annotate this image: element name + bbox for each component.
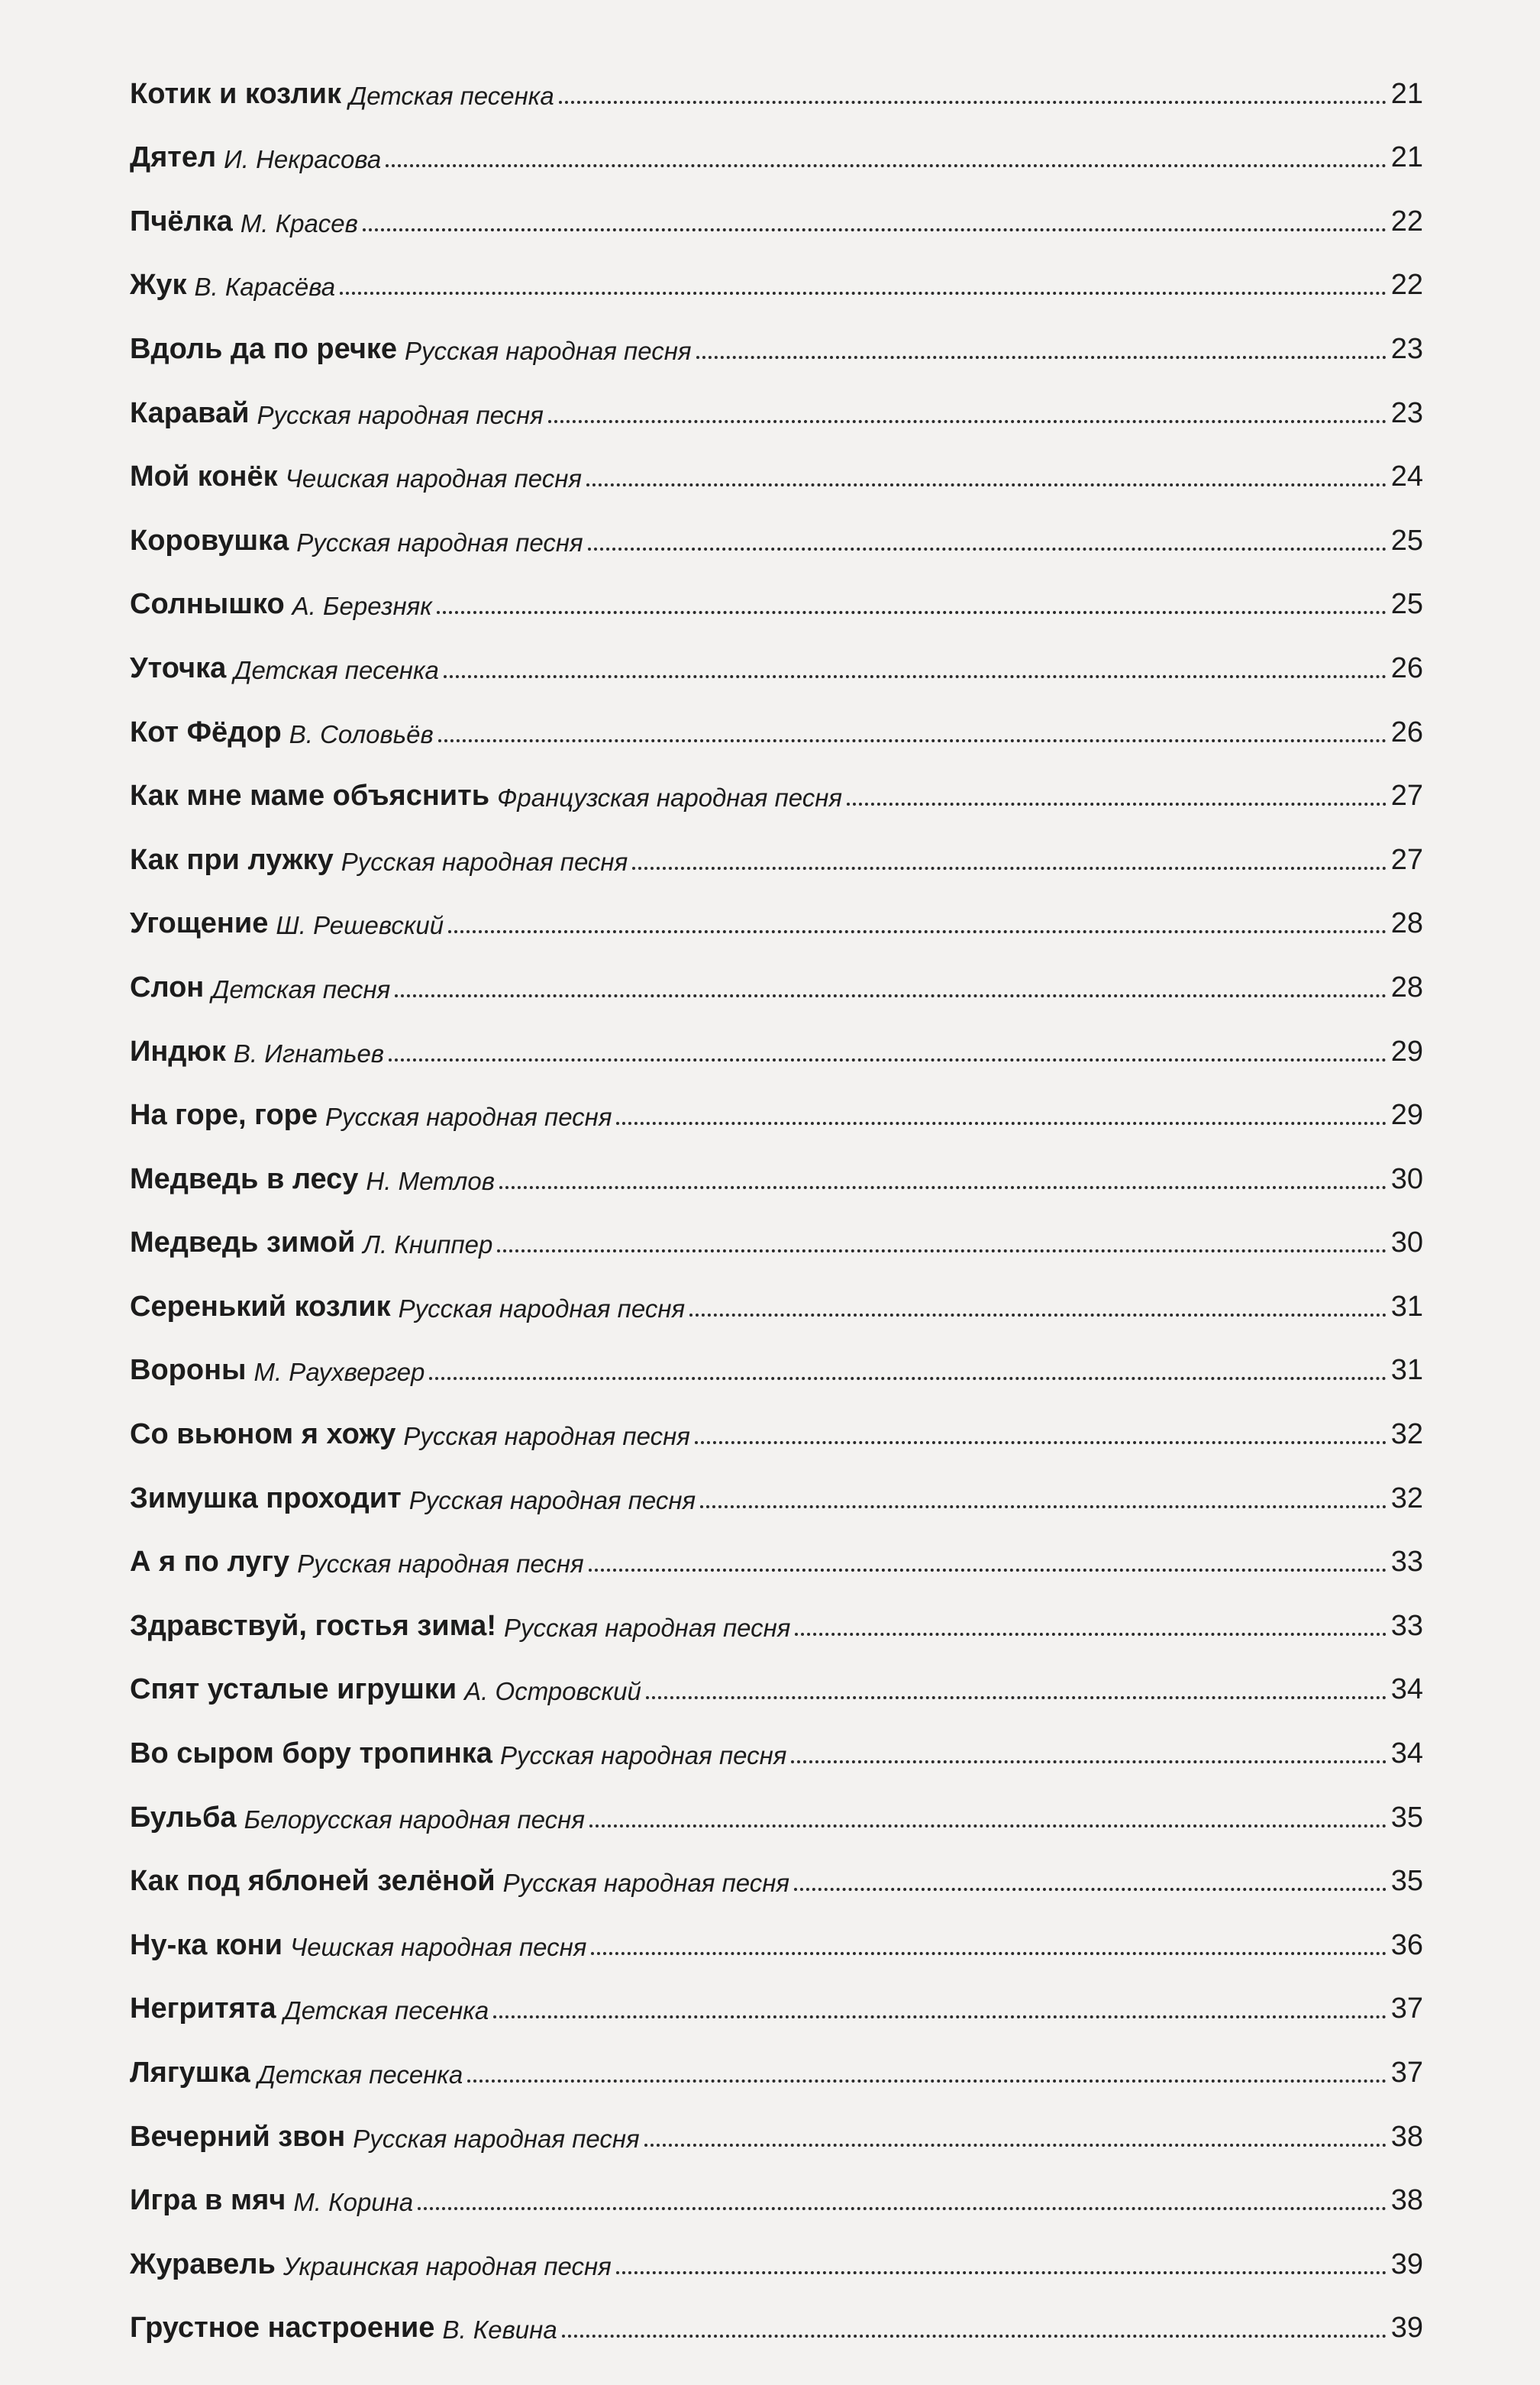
dot-leader — [589, 1569, 1387, 1572]
song-title: Слон — [130, 971, 205, 1003]
page-number: 38 — [1390, 2120, 1423, 2153]
song-author: Детская песенка — [283, 1996, 489, 2025]
page-number: 26 — [1390, 651, 1423, 684]
page-number: 34 — [1390, 1673, 1423, 1706]
dot-leader — [386, 164, 1386, 167]
song-author: Детская песенка — [257, 2060, 463, 2089]
dot-leader — [632, 867, 1386, 870]
song-title: Зимушка проходит — [130, 1482, 402, 1514]
song-title: Вдоль да по речке — [130, 332, 398, 365]
dot-leader — [689, 1314, 1387, 1317]
dot-leader — [418, 2207, 1387, 2210]
toc-entry — [130, 2151, 1423, 2215]
song-author: Ш. Решевский — [276, 911, 444, 940]
dot-leader — [589, 1824, 1387, 1828]
toc-entry — [130, 1704, 1423, 1768]
dot-leader — [499, 1186, 1387, 1189]
song-author: В. Соловьёв — [289, 719, 434, 748]
toc-entry — [130, 747, 1423, 811]
toc-entry — [130, 1385, 1423, 1449]
toc-entry — [130, 2279, 1423, 2343]
toc-entry — [130, 1449, 1423, 1513]
song-author: Русская народная песня — [405, 336, 692, 365]
dot-leader — [497, 1249, 1386, 1252]
song-author: Детская песенка — [234, 655, 439, 684]
song-author: Русская народная песня — [502, 1869, 790, 1898]
page-number: 27 — [1390, 780, 1423, 813]
song-title: Грустное настроение — [130, 2312, 435, 2345]
song-title: Спят усталые игрушки — [130, 1673, 457, 1706]
page-number: 39 — [1390, 2312, 1423, 2345]
dot-leader — [429, 1377, 1386, 1380]
song-author: Русская народная песня — [403, 1422, 690, 1451]
song-author: Русская народная песня — [503, 1613, 791, 1642]
song-title: Вечерний звон — [130, 2120, 346, 2153]
song-title: Уточка — [130, 651, 227, 684]
toc-entry — [130, 555, 1423, 619]
page-number: 22 — [1390, 205, 1423, 238]
dot-leader — [791, 1760, 1386, 1763]
toc-entry — [130, 1002, 1423, 1066]
dot-leader — [586, 483, 1387, 486]
page-number: 23 — [1390, 332, 1423, 365]
song-title: Игра в мяч — [130, 2184, 286, 2217]
song-title: Индюк — [130, 1035, 226, 1068]
page-number: 32 — [1390, 1482, 1423, 1514]
toc-entry — [130, 2215, 1423, 2279]
page-number: 30 — [1390, 1162, 1423, 1195]
song-title: Жук — [130, 269, 187, 302]
toc-entry — [130, 364, 1423, 428]
page-number: 22 — [1390, 269, 1423, 302]
song-author: Детская песенка — [349, 81, 554, 110]
page-number: 37 — [1390, 1992, 1423, 2025]
toc-entry — [130, 1640, 1423, 1705]
song-title: Котик и козлик — [130, 77, 342, 110]
song-author: Французская народная песня — [497, 784, 843, 813]
page-number: 21 — [1390, 141, 1423, 174]
page-number: 32 — [1390, 1418, 1423, 1451]
song-author: Русская народная песня — [297, 1550, 584, 1579]
dot-leader — [448, 930, 1387, 933]
page-number: 33 — [1390, 1546, 1423, 1579]
dot-leader — [437, 611, 1387, 614]
toc-entry — [130, 938, 1423, 1002]
song-author: М. Корина — [293, 2188, 414, 2217]
song-title: Каравай — [130, 396, 250, 429]
dot-leader — [847, 803, 1387, 806]
dot-leader — [493, 2015, 1387, 2018]
toc-entry — [130, 491, 1423, 555]
page-number: 26 — [1390, 716, 1423, 748]
page-number: 34 — [1390, 1737, 1423, 1770]
song-author: Чешская народная песня — [285, 464, 583, 493]
page-number: 38 — [1390, 2184, 1423, 2217]
dot-leader — [696, 356, 1387, 359]
toc-entry — [130, 1066, 1423, 1130]
song-title: Пчёлка — [130, 205, 233, 238]
song-author: Русская народная песня — [499, 1741, 787, 1770]
toc-entry — [130, 2023, 1423, 2087]
toc-entry — [130, 1960, 1423, 2024]
song-title: Журавель — [130, 2248, 276, 2280]
song-author: Украинская народная песня — [282, 2251, 612, 2280]
toc-entry — [130, 1768, 1423, 1832]
dot-leader — [444, 675, 1387, 678]
song-title: Здравствуй, гостья зима! — [130, 1609, 496, 1642]
song-author: Белорусская народная песня — [244, 1805, 585, 1834]
page-number: 27 — [1390, 843, 1423, 876]
song-author: Русская народная песня — [296, 528, 583, 557]
dot-leader — [794, 1888, 1387, 1891]
dot-leader — [389, 1058, 1387, 1062]
song-title: Ну-ка кони — [130, 1928, 282, 1961]
song-title: Медведь в лесу — [130, 1162, 359, 1195]
toc-entry — [130, 236, 1423, 300]
song-title: Серенький козлик — [130, 1290, 391, 1323]
toc-entry — [130, 172, 1423, 236]
dot-leader — [559, 101, 1387, 104]
dot-leader — [616, 2271, 1387, 2274]
song-author: А. Островский — [464, 1677, 641, 1706]
song-author: Русская народная песня — [353, 2124, 640, 2153]
dot-leader — [340, 292, 1387, 295]
toc-entry — [130, 1194, 1423, 1258]
song-author: И. Некрасова — [224, 145, 382, 174]
toc-entry — [130, 428, 1423, 492]
song-author: В. Кевина — [442, 2316, 557, 2345]
song-title: Как мне маме объяснить — [130, 780, 490, 813]
song-author: М. Раухвергер — [253, 1358, 425, 1387]
song-author: Русская народная песня — [325, 1103, 612, 1132]
page-number: 33 — [1390, 1609, 1423, 1642]
dot-leader — [467, 2080, 1386, 2083]
song-author: Детская песня — [211, 974, 391, 1003]
toc-entry — [130, 810, 1423, 874]
page-number: 28 — [1390, 971, 1423, 1003]
dot-leader — [695, 1441, 1387, 1444]
song-author: Л. Книппер — [363, 1230, 493, 1259]
page-number: 36 — [1390, 1928, 1423, 1961]
toc-entry — [130, 1895, 1423, 1960]
toc-entry — [130, 1129, 1423, 1194]
song-title: Коровушка — [130, 524, 289, 557]
toc-entry — [130, 1257, 1423, 1321]
song-title: Солнышко — [130, 588, 285, 621]
song-author: Русская народная песня — [257, 400, 544, 429]
toc-entry — [130, 1513, 1423, 1577]
toc-entry — [130, 1321, 1423, 1385]
page-number: 29 — [1390, 1099, 1423, 1132]
toc-entry — [130, 874, 1423, 939]
song-title: Медведь зимой — [130, 1226, 356, 1259]
toc-entry — [130, 44, 1423, 108]
table-of-contents — [130, 44, 1423, 2345]
page-number: 37 — [1390, 2057, 1423, 2089]
song-author: Н. Метлов — [366, 1166, 495, 1195]
dot-leader — [591, 1952, 1386, 1955]
dot-leader — [588, 548, 1387, 551]
page-number: 35 — [1390, 1801, 1423, 1834]
song-title: Дятел — [130, 141, 217, 174]
song-title: Вороны — [130, 1354, 247, 1387]
song-author: Русская народная песня — [341, 847, 628, 876]
song-author: А. Березняк — [292, 592, 432, 621]
toc-entry — [130, 2087, 1423, 2151]
song-title: На горе, горе — [130, 1099, 318, 1132]
song-author: В. Игнатьев — [233, 1039, 385, 1068]
toc-entry — [130, 619, 1423, 683]
page-number: 29 — [1390, 1035, 1423, 1068]
page-number: 30 — [1390, 1226, 1423, 1259]
dot-leader — [795, 1633, 1386, 1636]
page-number: 39 — [1390, 2248, 1423, 2280]
song-author: М. Красев — [240, 208, 358, 238]
song-author: В. Карасёва — [194, 273, 336, 302]
song-title: Бульба — [130, 1801, 237, 1834]
song-author: Русская народная песня — [408, 1485, 696, 1514]
song-title: Кот Фёдор — [130, 716, 282, 748]
dot-leader — [438, 739, 1387, 742]
toc-entry — [130, 683, 1423, 747]
page-number: 21 — [1390, 77, 1423, 110]
page-number: 28 — [1390, 907, 1423, 940]
dot-leader — [548, 420, 1387, 423]
page-number: 35 — [1390, 1865, 1423, 1898]
page-number: 24 — [1390, 461, 1423, 493]
song-author: Чешская народная песня — [289, 1932, 587, 1961]
page-number: 25 — [1390, 524, 1423, 557]
dot-leader — [363, 228, 1387, 231]
toc-entry — [130, 1832, 1423, 1896]
dot-leader — [616, 1122, 1386, 1125]
song-title: Негритята — [130, 1992, 276, 2025]
dot-leader — [644, 2144, 1387, 2147]
toc-entry — [130, 1576, 1423, 1640]
song-title: Лягушка — [130, 2057, 250, 2089]
song-author: Русская народная песня — [398, 1294, 686, 1323]
dot-leader — [700, 1505, 1387, 1508]
song-title: Во сыром бору тропинка — [130, 1737, 492, 1770]
song-title: Со вьюном я хожу — [130, 1418, 396, 1451]
song-title: А я по лугу — [130, 1546, 290, 1579]
toc-entry — [130, 108, 1423, 173]
page-number: 31 — [1390, 1290, 1423, 1323]
song-title: Как при лужку — [130, 843, 334, 876]
song-title: Угощение — [130, 907, 269, 940]
dot-leader — [646, 1696, 1387, 1699]
dot-leader — [395, 994, 1386, 997]
page-number: 31 — [1390, 1354, 1423, 1387]
page-number: 25 — [1390, 588, 1423, 621]
page-number: 23 — [1390, 396, 1423, 429]
dot-leader — [562, 2335, 1387, 2338]
toc-entry — [130, 299, 1423, 364]
song-title: Мой конёк — [130, 461, 278, 493]
song-title: Как под яблоней зелёной — [130, 1865, 496, 1898]
